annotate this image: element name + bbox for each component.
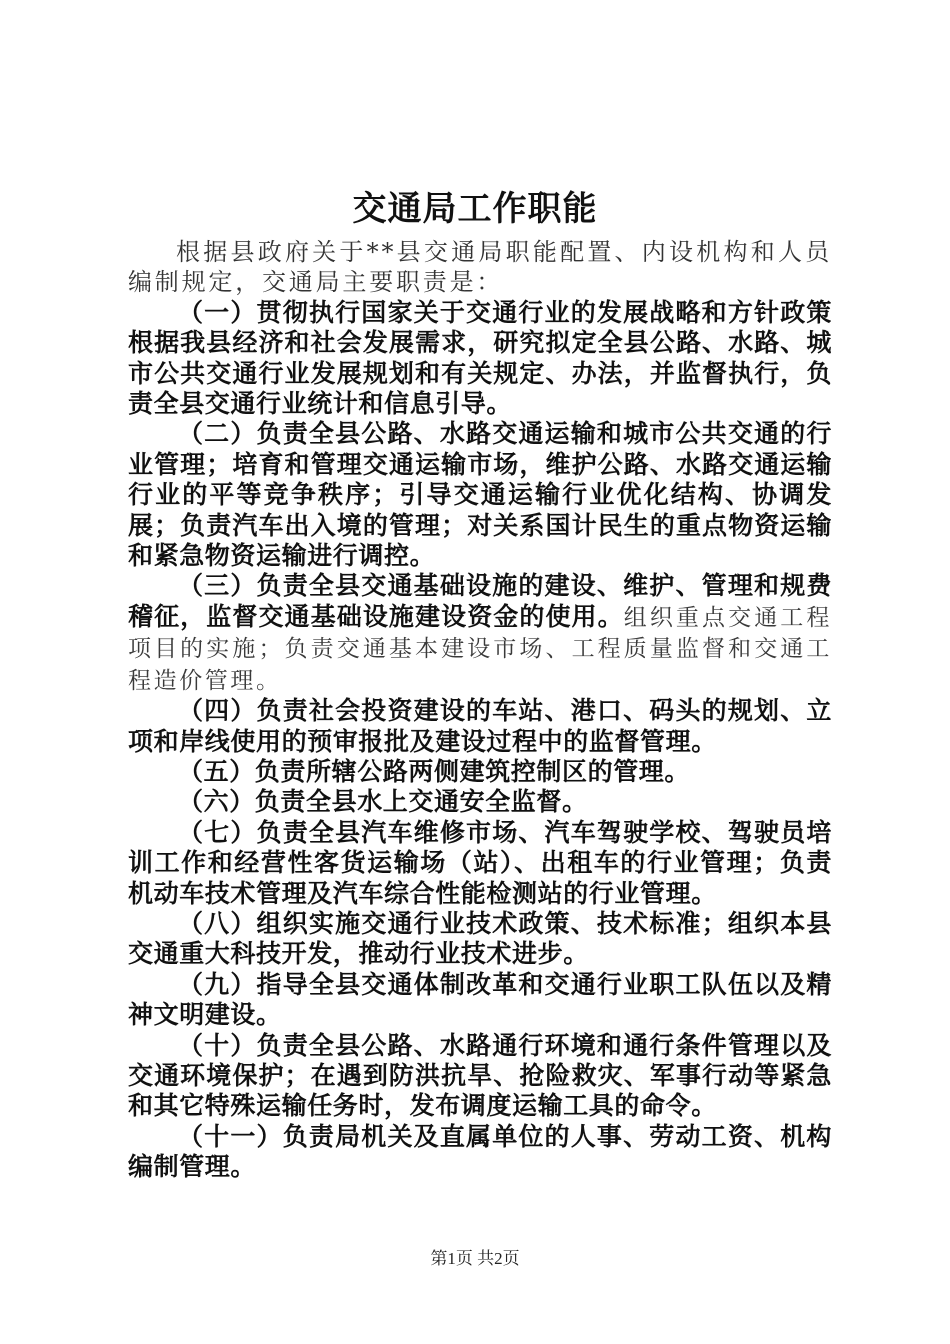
page-number-footer: 第1页 共2页 [430, 1249, 520, 1268]
duty-item-11: （十一）负责局机关及直属单位的人事、劳动工资、机构编制管理。 [128, 1121, 832, 1182]
duty-item-5: （五）负责所辖公路两侧建筑控制区的管理。 [178, 756, 691, 786]
duty-item-8: （八）组织实施交通行业技术政策、技术标准；组织本县交通重大科技开发，推动行业技术进步。 [128, 908, 832, 969]
duty-item-9: （九）指导全县交通体制改革和交通行业职工队伍以及精神文明建设。 [128, 969, 832, 1030]
duty-item-3-part-2: 组织重点交通工程项目的实施；负责交通基本建设市场、工程质量监督和交通工程造价管理。 [128, 604, 832, 694]
duty-item-4: （四）负责社会投资建设的车站、港口、码头的规划、立项和岸线使用的预审报批及建设过程中的监督管理。 [128, 696, 832, 756]
duty-item-3 [128, 571, 832, 696]
duty-item-6: （六）负责全县水上交通安全监督。 [178, 787, 588, 817]
duty-item-7: （七）负责全县汽车维修市场、汽车驾驶学校、驾驶员培训工作和经营性客货运输场（站）、出租车的行业管理；负责机动车技术管理及汽车综合性能检测站的行业管理。 [128, 817, 832, 908]
duty-item-10: （十）负责全县公路、水路通行环境和通行条件管理以及交通环境保护；在遇到防洪抗旱、抢险救灾、军事行动等紧急和其它特殊运输任务时，发布调度运输工具的命令。 [128, 1030, 832, 1121]
duty-item-1: （一）贯彻执行国家关于交通行业的发展战略和方针政策根据我县经济和社会发展需求，研究拟定全县公路、水路、城市公共交通行业发展规划和有关规定、办法，并监督执行，负责全县交通行业统计和信息引导。 [128, 297, 832, 419]
document-title: 交通局工作职能 [352, 189, 598, 229]
intro-paragraph: 根据县政府关于**县交通局职能配置、内设机构和人员编制规定，交通局主要职责是： [128, 238, 832, 297]
document-body [128, 237, 832, 1183]
duty-item-2: （二）负责全县公路、水路交通运输和城市公共交通的行业管理；培育和管理交通运输市场，维护公路、水路交通运输行业的平等竞争秩序；引导交通运输行业优化结构、协调发展；负责汽车出入境的管理；对关系国计民生的重点物资运输和紧急物资运输进行调控。 [128, 419, 832, 571]
duty-item-3-part-1: （三）负责全县交通基础设施的建设、维护、管理和规费稽征，监督交通基础设施建设资金的使用。 [128, 571, 832, 631]
